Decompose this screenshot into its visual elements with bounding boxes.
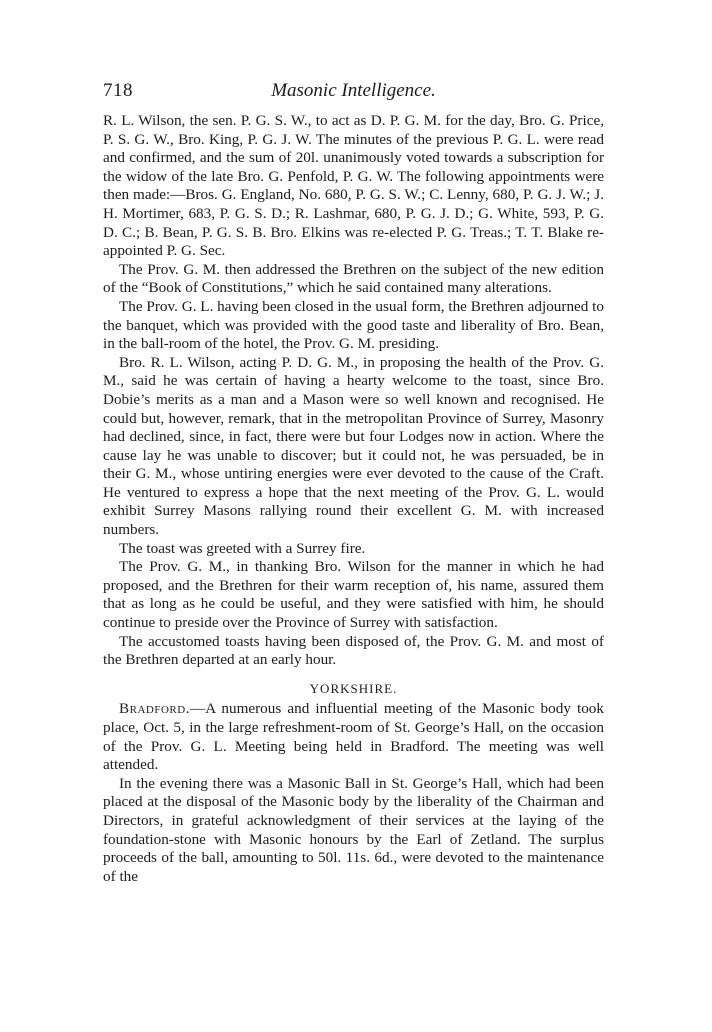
paragraph-text: —A numerous and influential meeting of the Masonic body took place, Oct. 5, in the large refreshment-room of St. George’s Hall, on the occasion of the Prov. G. L. Meeting being held in Bradford. The meeting was well attended.: [103, 700, 604, 774]
paragraph: The Prov. G. M. then addressed the Brethren on the subject of the new edition of the “Book of Constitutions,” which he said contained many alterations.: [103, 260, 604, 297]
paragraph-lead: Bradford.: [119, 700, 190, 718]
section-paragraph: [103, 700, 604, 774]
body-text: [103, 112, 604, 886]
paragraph-text: In the evening there was a Masonic Ball in St. George’s Hall, which had been placed at the disposal of the Masonic body by the liberality of the Chairman and Directors, in grateful acknowledgment of their services at the laying of the foundation-stone with Masonic honours by the Earl of Zetland. The surplus proceeds of the ball, amounting to 50l. 11s. 6d., were devoted to the maintenance of the: [103, 774, 604, 885]
running-title: Masonic Intelligence.: [271, 80, 436, 101]
paragraph: R. L. Wilson, the sen. P. G. S. W., to act as D. P. G. M. for the day, Bro. G. Price, P. S. G. W., Bro. King, P. G. J. W. The minutes of the previous P. G. L. were read and confirmed, and the sum of 20l. unanimously voted towards a subscription for the widow of the late Bro. G. Penfold, P. G. W. The following appointments were then made:—Bros. G. England, No. 680, P. G. S. W.; C. Lenny, 680, P. G. J. W.; J. H. Mortimer, 683, P. G. S. D.; R. Lashmar, 680, P. G. J. D.; G. White, 593, P. G. D. C.; B. Bean, P. G. S. B. Bro. Elkins was re-elected P. G. Treas.; T. T. Blake re-appointed P. G. Sec.: [103, 112, 604, 260]
paragraph: The Prov. G. L. having been closed in the usual form, the Brethren adjourned to the banquet, which was provided with the good taste and liberality of Bro. Bean, in the ball-room of the hotel, the Prov. G. M. presiding.: [103, 297, 604, 353]
paragraph: The Prov. G. M., in thanking Bro. Wilson for the manner in which he had proposed, and the Brethren for their warm reception of, his name, assured them that as long as he could be useful, and they were satisfied with him, he should continue to preside over the Province of Surrey with satisfaction.: [103, 558, 604, 632]
section-paragraph: [103, 775, 604, 887]
page-header: [103, 80, 604, 106]
section-heading: YORKSHIRE.: [309, 680, 398, 696]
paragraph: Bro. R. L. Wilson, acting P. D. G. M., in proposing the health of the Prov. G. M., said he was certain of having a hearty welcome to the toast, since Bro. Dobie’s merits as a man and a Mason were so well known and recognised. He could but, however, remark, that in the metropolitan Province of Surrey, Masonry had declined, since, in fact, there were but four Lodges now in action. Where the cause lay he was unable to discover; but it could not, he was persuaded, be in their G. M., whose untiring energies were ever devoted to the cause of the Craft. He ventured to express a hope that the next meeting of the Prov. G. L. would exhibit Surrey Masons rallying round their excellent G. M. with increased numbers.: [103, 353, 604, 539]
paragraph: The toast was greeted with a Surrey fire.: [119, 539, 366, 557]
paragraph: The accustomed toasts having been disposed of, the Prov. G. M. and most of the Brethren departed at an early hour.: [103, 632, 604, 669]
page-number: 718: [103, 80, 133, 101]
